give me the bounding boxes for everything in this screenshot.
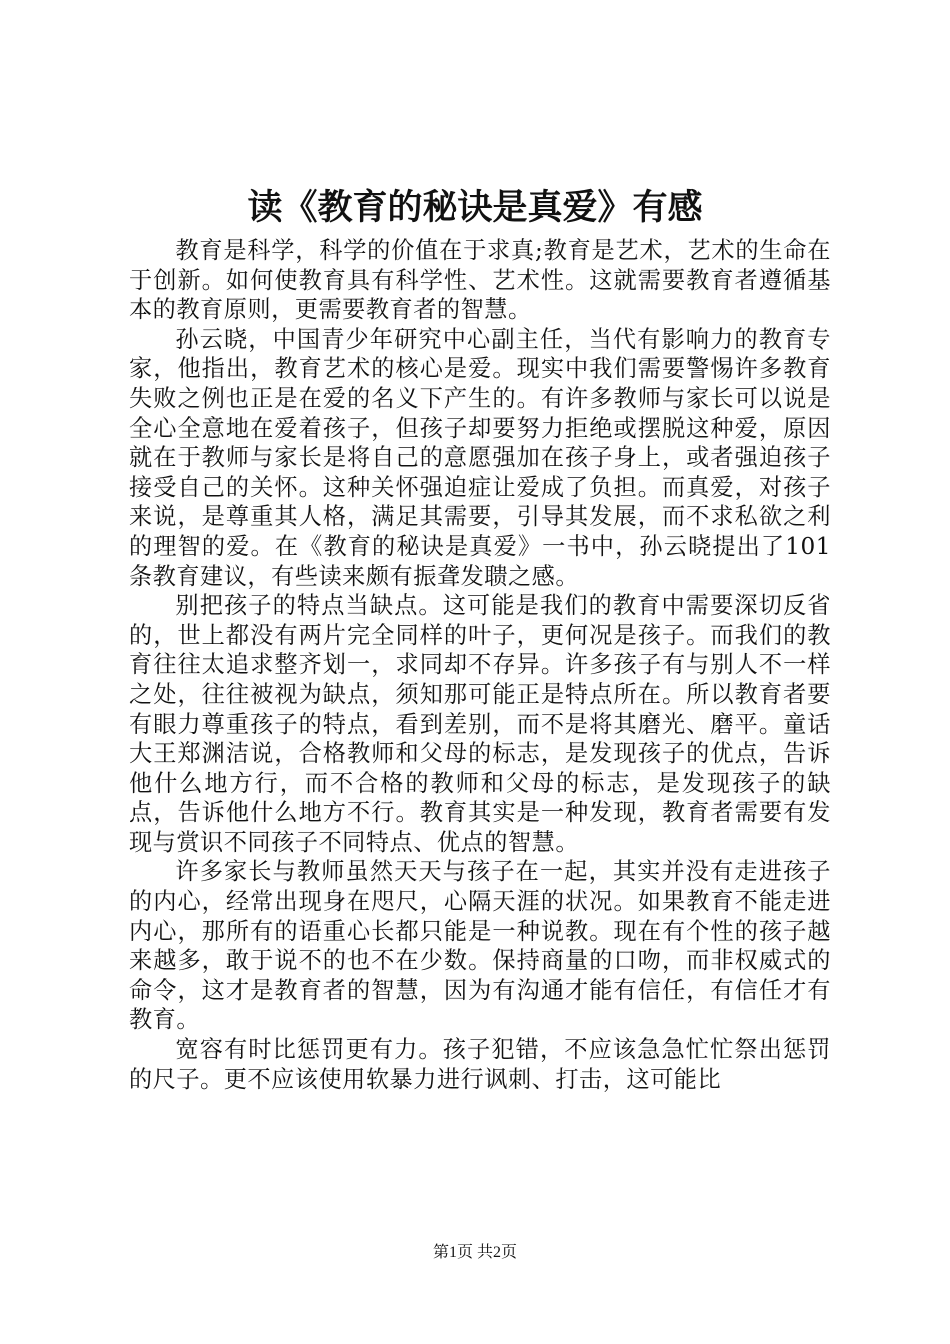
paragraph-4: 许多家长与教师虽然天天与孩子在一起，其实并没有走进孩子的内心，经常出现身在咫尺，心隔天涯的状况。如果教育不能走进内心，那所有的语重心长都只能是一种说教。现在有个性的孩子越来越多，敢于说不的也不在少数。保持商量的口吻，而非权威式的命令，这才是教育者的智慧，因为有沟通才能有信任，有信任才有教育。 [129,858,831,1034]
document-body [129,236,831,1094]
page-number-footer: 第1页 共2页 [432,1244,517,1261]
paragraph-1: 教育是科学，科学的价值在于求真;教育是艺术，艺术的生命在于创新。如何使教育具有科学性、艺术性。这就需要教育者遵循基本的教育原则，更需要教育者的智慧。 [129,237,831,324]
paragraph-3: 别把孩子的特点当缺点。这可能是我们的教育中需要深切反省的，世上都没有两片完全同样的叶子，更何况是孩子。而我们的教育往往太追求整齐划一，求同却不存异。许多孩子有与别人不一样之处，往往被视为缺点，须知那可能正是特点所在。所以教育者要有眼力尊重孩子的特点，看到差别，而不是将其磨光、磨平。童话大王郑渊洁说，合格教师和父母的标志，是发现孩子的优点，告诉他什么地方行，而不合格的教师和父母的标志，是发现孩子的缺点，告诉他什么地方不行。教育其实是一种发现，教育者需要有发现与赏识不同孩子不同特点、优点的智慧。 [129,592,831,856]
paragraph-5: 宽容有时比惩罚更有力。孩子犯错，不应该急急忙忙祭出惩罚的尺子。更不应该使用软暴力进行讽刺、打击，这可能比 [129,1036,831,1093]
paragraph-2: 孙云晓，中国青少年研究中心副主任，当代有影响力的教育专家，他指出，教育艺术的核心是爱。现实中我们需要警惕许多教育失败之例也正是在爱的名义下产生的。有许多教师与家长可以说是全心全意地在爱着孩子，但孩子却要努力拒绝或摆脱这种爱，原因就在于教师与家长是将自己的意愿强加在孩子身上，或者强迫孩子接受自己的关怀。这种关怀强迫症让爱成了负担。而真爱，对孩子来说，是尊重其人格，满足其需要，引导其发展，而不求私欲之利的理智的爱。在《教育的秘诀是真爱》一书中，孙云晓提出了101条教育建议，有些读来颇有振聋发聩之感。 [129,325,831,590]
document-title: 读《教育的秘诀是真爱》有感 [247,187,703,228]
